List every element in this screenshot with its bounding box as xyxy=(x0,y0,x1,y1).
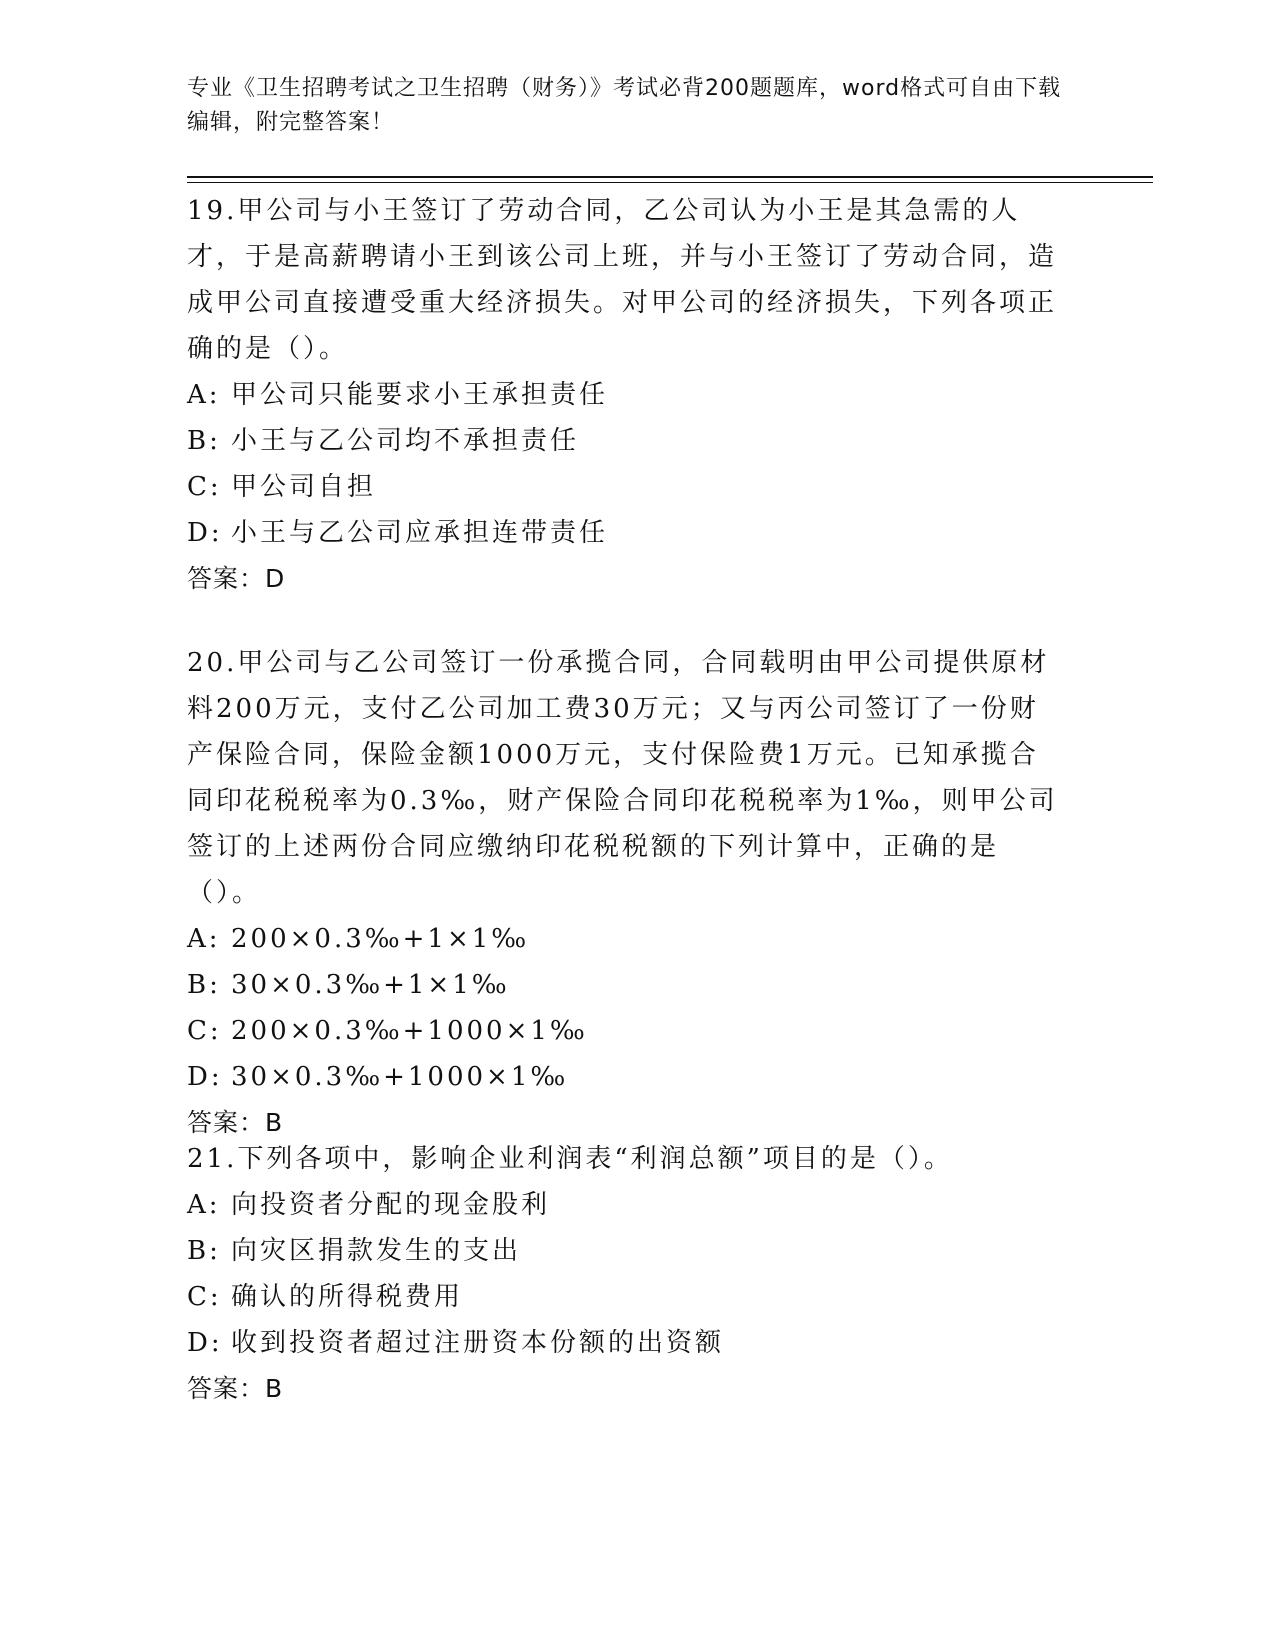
option-text: 向灾区捐款发生的支出 xyxy=(231,1236,522,1266)
option-d xyxy=(187,1320,1067,1366)
option-d xyxy=(187,1054,1067,1100)
option-text: 30×0.3‰+1×1‰ xyxy=(231,970,510,1000)
question-stem: 20.甲公司与乙公司签订一份承揽合同，合同载明由甲公司提供原材料200万元，支付乙公司加工费30万元；又与丙公司签订了一份财产保险合同，保险金额1000万元，支付保险费1万元。已知承揽合同印花税税率为0.3‰，财产保险合同印花税税率为1‰，则甲公司签订的上述两份合同应缴纳印花税税额的下列计算中，正确的是（）。 xyxy=(187,648,1058,908)
option-text: 小王与乙公司应承担连带责任 xyxy=(231,518,609,548)
option-letter: C: xyxy=(187,1016,222,1046)
option-c xyxy=(187,1274,1067,1320)
option-text: 甲公司自担 xyxy=(231,472,377,502)
option-c xyxy=(187,464,1067,510)
question-20 xyxy=(187,640,1067,1146)
question-21 xyxy=(187,1136,1067,1412)
option-letter: B: xyxy=(187,970,221,1000)
document-header: 专业《卫生招聘考试之卫生招聘（财务）》考试必背200题题库，word格式可自由下载编辑，附完整答案！ xyxy=(187,76,1062,135)
option-d xyxy=(187,510,1067,556)
option-a xyxy=(187,916,1067,962)
option-letter: B: xyxy=(187,426,221,456)
option-text: 小王与乙公司均不承担责任 xyxy=(231,426,580,456)
option-text: 收到投资者超过注册资本份额的出资额 xyxy=(231,1328,725,1358)
option-text: 确认的所得税费用 xyxy=(231,1282,464,1312)
question-19 xyxy=(187,188,1067,602)
option-a xyxy=(187,372,1067,418)
option-b xyxy=(187,418,1067,464)
option-letter: A: xyxy=(187,1190,221,1220)
option-letter: A: xyxy=(187,924,221,954)
option-text: 200×0.3‰+1000×1‰ xyxy=(231,1016,588,1046)
option-b xyxy=(187,962,1067,1008)
option-a xyxy=(187,1182,1067,1228)
answer: 答案：B xyxy=(187,1108,284,1137)
option-letter: C: xyxy=(187,1282,222,1312)
option-c xyxy=(187,1008,1067,1054)
header-rule-thick xyxy=(187,176,1153,178)
header-rule-thin xyxy=(187,182,1153,183)
option-b xyxy=(187,1228,1067,1274)
option-letter: D: xyxy=(187,1062,223,1092)
option-letter: D: xyxy=(187,1328,223,1358)
question-stem: 21.下列各项中，影响企业利润表“利润总额”项目的是（）。 xyxy=(187,1144,953,1174)
answer: 答案：D xyxy=(187,564,286,593)
option-text: 30×0.3‰+1000×1‰ xyxy=(231,1062,569,1092)
question-stem: 19.甲公司与小王签订了劳动合同，乙公司认为小王是其急需的人才，于是高薪聘请小王到该公司上班，并与小王签订了劳动合同，造成甲公司直接遭受重大经济损失。对甲公司的经济损失，下列各项正确的是（）。 xyxy=(187,196,1058,364)
answer: 答案：B xyxy=(187,1374,284,1403)
option-text: 向投资者分配的现金股利 xyxy=(231,1190,551,1220)
option-text: 200×0.3‰+1×1‰ xyxy=(231,924,530,954)
option-letter: A: xyxy=(187,380,221,410)
option-text: 甲公司只能要求小王承担责任 xyxy=(231,380,609,410)
option-letter: D: xyxy=(187,518,223,548)
option-letter: B: xyxy=(187,1236,221,1266)
option-letter: C: xyxy=(187,472,222,502)
